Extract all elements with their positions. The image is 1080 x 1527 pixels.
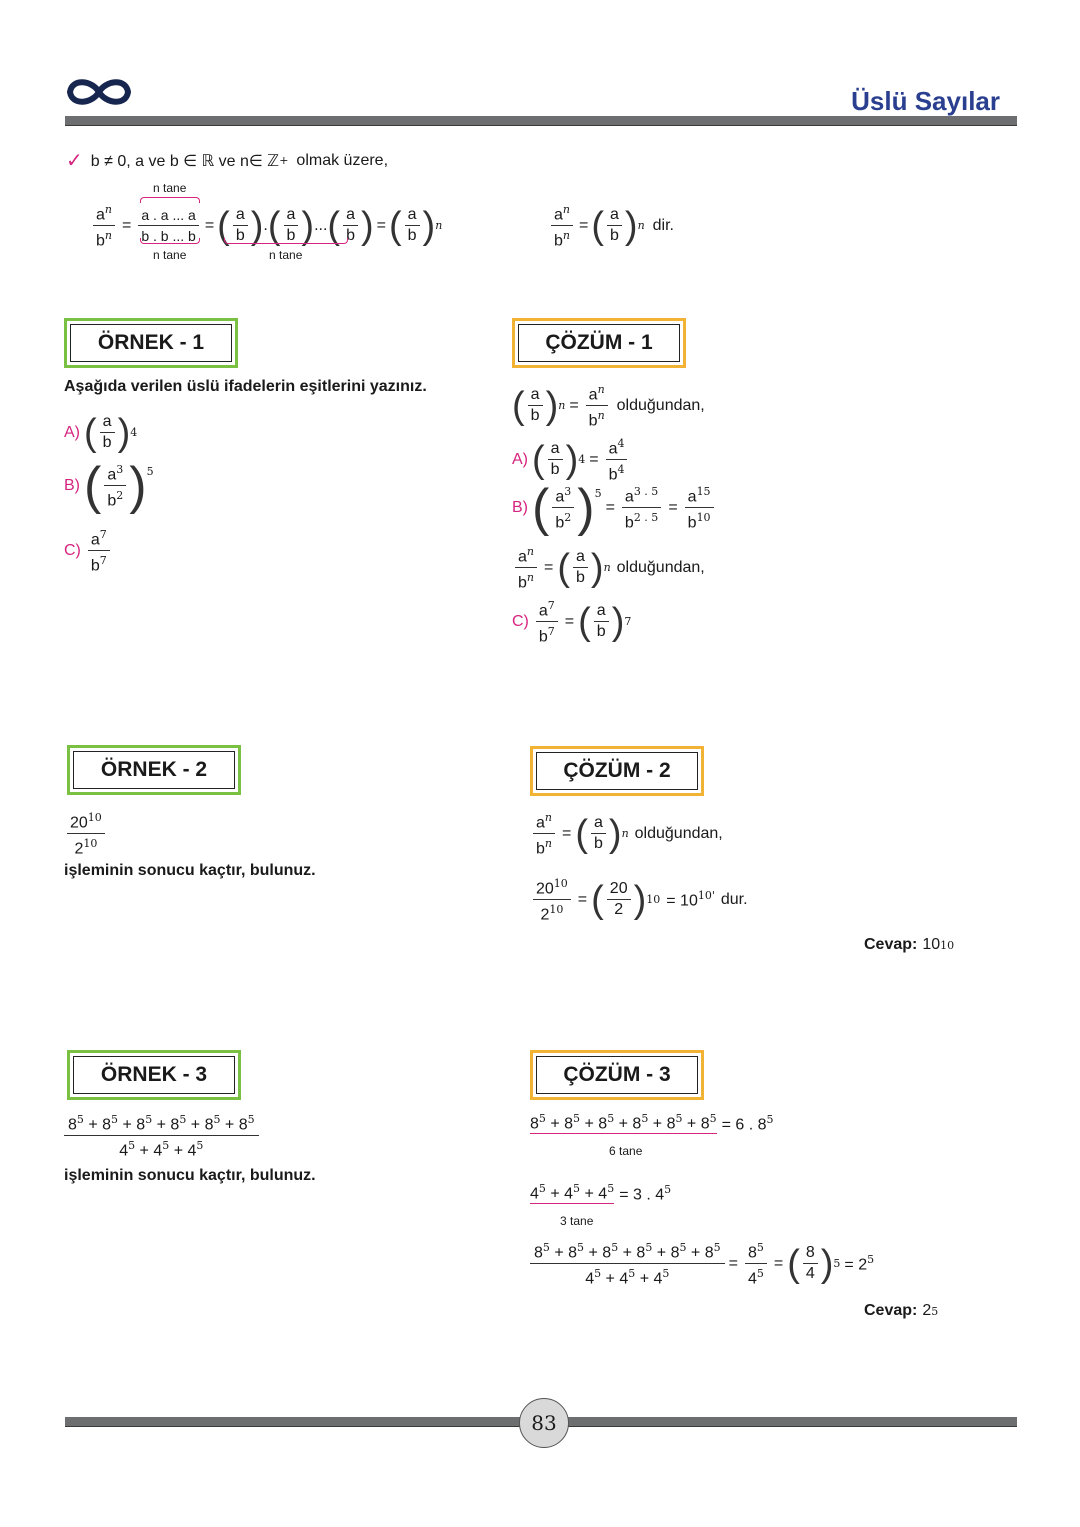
ornek-2-label-box: ÖRNEK - 2 (67, 745, 241, 795)
n-tane-top: n tane (153, 181, 187, 195)
cozum-1-b: B) ( $\frac{a^3}{b^2}$ ) $^5$ = $\frac{a^{3 . 5}}{b^{2 . 5}}$ = $\frac{a^{15}}{b^{10}}$ (512, 482, 717, 534)
bottom-brace-2 (224, 238, 348, 244)
n-tane-bottom-1: n tane (153, 248, 187, 262)
cozum-3-sum-8: $8^5 + 8^5 + 8^5 + 8^5 + 8^5 + 8^5$ = 6 . $8^5$ (530, 1112, 774, 1133)
cozum-1-c: C) $\frac{a^7}{b^7}$ = ( $\frac{a}{b}$ ) 7 (512, 596, 631, 648)
three-tane-label: 3 tane (560, 1214, 594, 1228)
cozum-2-answer: Cevap: 10 10 (864, 936, 955, 953)
page-title: Üslü Sayılar (851, 86, 1000, 116)
cozum-3-answer: Cevap: 2 5 (864, 1302, 939, 1319)
ornek-3-label-box: ÖRNEK - 3 (67, 1050, 241, 1100)
cozum-1-rule: ( $\frac{a}{b}$ ) n = $\frac{a^n}{b^n}$ olduğundan, (512, 380, 705, 432)
bottom-brace-1 (140, 238, 200, 244)
cozum-1-label-box: ÇÖZÜM - 1 (512, 318, 686, 368)
ornek-1-a: A) ( $\frac{a}{b}$ ) 4 (64, 411, 138, 454)
ornek-1-b: B) ( $\frac{a^3}{b^2}$ ) $^5$ (64, 456, 154, 515)
check-icon: ✓ (66, 150, 83, 172)
cozum-2-label-box: ÇÖZÜM - 2 (530, 746, 704, 796)
cozum-3-sum-4: $4^5 + 4^5 + 4^5$ = 3 . $4^5$ (530, 1182, 672, 1203)
cozum-1-a: A) ( $\frac{a}{b}$ ) 4 = $\frac{a^4}{b^4}$ (512, 434, 630, 486)
cozum-3-label-box: ÇÖZÜM - 3 (530, 1050, 704, 1100)
n-tane-bottom-2: n tane (269, 248, 303, 262)
cozum-2-rule: $\frac{a^n}{b^n}$ = ( $\frac{a}{b}$ ) n olduğundan, (530, 808, 723, 860)
cozum-3-result: $\frac{8^5 + 8^5 + 8^5 + 8^5 + 8^5 + 8^5}{4^5 + 4^5 + 4^5}$ = $\frac{8^5}{4^5}$ = ( $\frac{8}{4}$ ) 5 = $2^5$ (530, 1238, 874, 1290)
ornek-1-label-box: ÖRNEK - 1 (64, 318, 238, 368)
ornek-2-expression: $\frac{20^{10}}{2^{10}}$ (64, 808, 108, 860)
six-tane-label: 6 tane (609, 1144, 643, 1158)
ornek-1-question: Aşağıda verilen üslü ifadelerin eşitlerini yazınız. (64, 378, 427, 395)
intro-condition: ✓ b ≠ 0, a ve b ∈ ℝ ve n∈ ℤ + olmak üzere, (66, 150, 389, 172)
cozum-2-result: $\frac{20^{10}}{2^{10}}$ = ( $\frac{20}{2}$ ) 10 = $10^{10'}$ dur. (530, 874, 748, 926)
ornek-2-question: işleminin sonucu kaçtır, bulunuz. (64, 862, 316, 879)
infinity-logo-icon (64, 72, 134, 112)
intro-formula-left: $\frac{a^n}{b^n}$ = $\frac{a . a ... a}{b . b ... b}$ = ( $\frac{a}{b}$ ) . ( $\frac{a}{b}$ ) ... ( $\frac{a}{b}$ ) = ( $\frac{a}{b}$ ) n (90, 200, 442, 252)
page-number: 83 (519, 1398, 569, 1448)
ornek-3-question: işleminin sonucu kaçtır, bulunuz. (64, 1167, 316, 1184)
intro-formula-right: $\frac{a^n}{b^n}$ = ( $\frac{a}{b}$ ) n dir. (548, 200, 674, 252)
cozum-1-rule-2: $\frac{a^n}{b^n}$ = ( $\frac{a}{b}$ ) n olduğundan, (512, 542, 705, 594)
top-divider (65, 116, 1017, 126)
ornek-3-expression: $\frac{8^5 + 8^5 + 8^5 + 8^5 + 8^5 + 8^5}{4^5 + 4^5 + 4^5}$ (64, 1110, 259, 1162)
ornek-1-c: C) $\frac{a^7}{b^7}$ (64, 525, 113, 577)
